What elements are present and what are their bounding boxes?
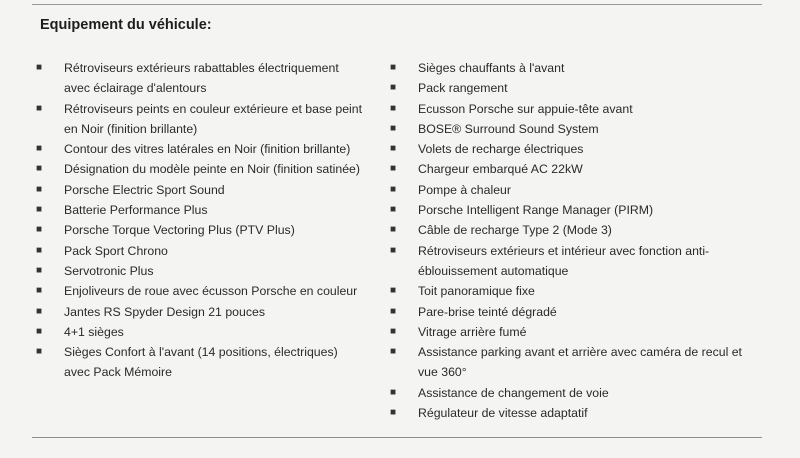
equipment-item-label: Jantes RS Spyder Design 21 pouces	[64, 304, 265, 319]
bullet-icon: ■	[36, 305, 43, 317]
equipment-item	[36, 261, 366, 281]
equipment-item-label: Enjoliveurs de roue avec écusson Porsche en couleur	[64, 284, 358, 299]
equipment-item-label: Assistance parking avant et arrière avec caméra de recul et vue 360°	[418, 345, 742, 380]
bullet-icon: ■	[390, 244, 397, 256]
bullet-icon: ■	[36, 224, 43, 236]
equipment-item	[390, 281, 750, 301]
equipment-item-label: Ecusson Porsche sur appuie-tête avant	[418, 101, 633, 116]
bullet-icon: ■	[36, 102, 43, 114]
bullet-icon: ■	[390, 325, 397, 337]
equipment-item-label: Porsche Electric Sport Sound	[64, 182, 225, 197]
top-divider	[32, 4, 762, 5]
equipment-item	[36, 220, 366, 240]
equipment-item	[390, 159, 750, 179]
bullet-icon: ■	[390, 102, 397, 114]
bullet-icon: ■	[36, 285, 43, 297]
equipment-item-label: Porsche Torque Vectoring Plus (PTV Plus)	[64, 223, 295, 238]
bullet-icon: ■	[390, 305, 397, 317]
equipment-item	[390, 139, 750, 159]
equipment-item-label: Servotronic Plus	[64, 263, 154, 278]
equipment-item	[390, 58, 750, 78]
equipment-item-label: Sièges chauffants à l'avant	[418, 61, 565, 75]
equipment-item-label: Rétroviseurs extérieurs et intérieur avec fonction anti-éblouissement automatique	[418, 243, 710, 278]
equipment-item	[390, 119, 750, 139]
bullet-icon: ■	[390, 386, 397, 398]
section-title: Equipement du véhicule:	[40, 17, 212, 33]
equipment-item-label: Pack Sport Chrono	[64, 243, 168, 258]
equipment-item	[36, 180, 366, 200]
bullet-icon: ■	[390, 122, 397, 134]
equipment-item	[390, 241, 750, 282]
bullet-icon: ■	[36, 264, 43, 276]
equipment-item	[390, 322, 750, 342]
equipment-item-label: Pack rangement	[418, 81, 508, 96]
equipment-item	[390, 78, 750, 98]
equipment-item	[36, 159, 366, 179]
bullet-icon: ■	[36, 204, 43, 216]
equipment-item-label: Assistance de changement de voie	[418, 385, 609, 400]
equipment-item-label: Porsche Intelligent Range Manager (PIRM)	[418, 203, 654, 218]
equipment-item	[36, 58, 366, 99]
equipment-item-label: Sièges Confort à l'avant (14 positions, électriques) avec Pack Mémoire	[64, 345, 338, 380]
bullet-icon: ■	[390, 183, 397, 195]
bullet-icon: ■	[390, 285, 397, 297]
equipment-item-label: Rétroviseurs peints en couleur extérieure et base peint en Noir (finition brillante)	[64, 101, 363, 136]
equipment-item-label: Vitrage arrière fumé	[418, 324, 527, 339]
bullet-icon: ■	[390, 163, 397, 175]
equipment-item-label: Contour des vitres latérales en Noir (finition brillante)	[64, 142, 351, 157]
equipment-item	[36, 241, 366, 261]
equipment-item	[36, 322, 366, 342]
bullet-icon: ■	[390, 82, 397, 94]
bullet-icon: ■	[390, 346, 397, 358]
equipment-item-label: Rétroviseurs extérieurs rabattables électriquement avec éclairage d'alentours	[64, 61, 339, 96]
equipment-item	[36, 302, 366, 322]
equipment-item	[36, 281, 366, 301]
bullet-icon: ■	[390, 224, 397, 236]
bullet-icon: ■	[36, 325, 43, 337]
equipment-item-label: BOSE® Surround Sound System	[418, 121, 599, 136]
bullet-icon: ■	[36, 62, 43, 73]
equipment-item	[390, 383, 750, 403]
equipment-item-label: Câble de recharge Type 2 (Mode 3)	[418, 223, 612, 238]
equipment-item	[36, 139, 366, 159]
bullet-icon: ■	[36, 244, 43, 256]
equipment-item	[390, 342, 750, 383]
bullet-icon: ■	[36, 183, 43, 195]
equipment-item-label: Batterie Performance Plus	[64, 203, 208, 218]
bullet-icon: ■	[390, 407, 397, 419]
equipment-item	[390, 403, 750, 423]
equipment-item	[390, 180, 750, 200]
bullet-icon: ■	[36, 346, 43, 358]
equipment-item-label: Toit panoramique fixe	[418, 284, 535, 299]
equipment-list-left	[36, 58, 366, 383]
bullet-icon: ■	[390, 143, 397, 155]
equipment-item-label: Volets de recharge électriques	[418, 142, 584, 157]
equipment-item	[36, 200, 366, 220]
equipment-item-label: Pare-brise teinté dégradé	[418, 304, 557, 319]
equipment-item	[36, 99, 366, 140]
bullet-icon: ■	[36, 143, 43, 155]
equipment-item-label: Régulateur de vitesse adaptatif	[418, 406, 588, 421]
equipment-item-label: Chargeur embarqué AC 22kW	[418, 162, 583, 177]
equipment-item-label: Pompe à chaleur	[418, 182, 511, 197]
equipment-item	[390, 220, 750, 240]
bottom-divider	[32, 437, 762, 438]
bullet-icon: ■	[390, 204, 397, 216]
equipment-list-right	[390, 58, 750, 423]
bullet-icon: ■	[36, 163, 43, 175]
equipment-item	[390, 302, 750, 322]
equipment-item	[36, 342, 366, 383]
equipment-item	[390, 99, 750, 119]
equipment-item	[390, 200, 750, 220]
equipment-item-label: 4+1 sièges	[64, 324, 124, 339]
equipment-item-label: Désignation du modèle peinte en Noir (finition satinée)	[64, 162, 360, 177]
bullet-icon: ■	[390, 62, 397, 73]
